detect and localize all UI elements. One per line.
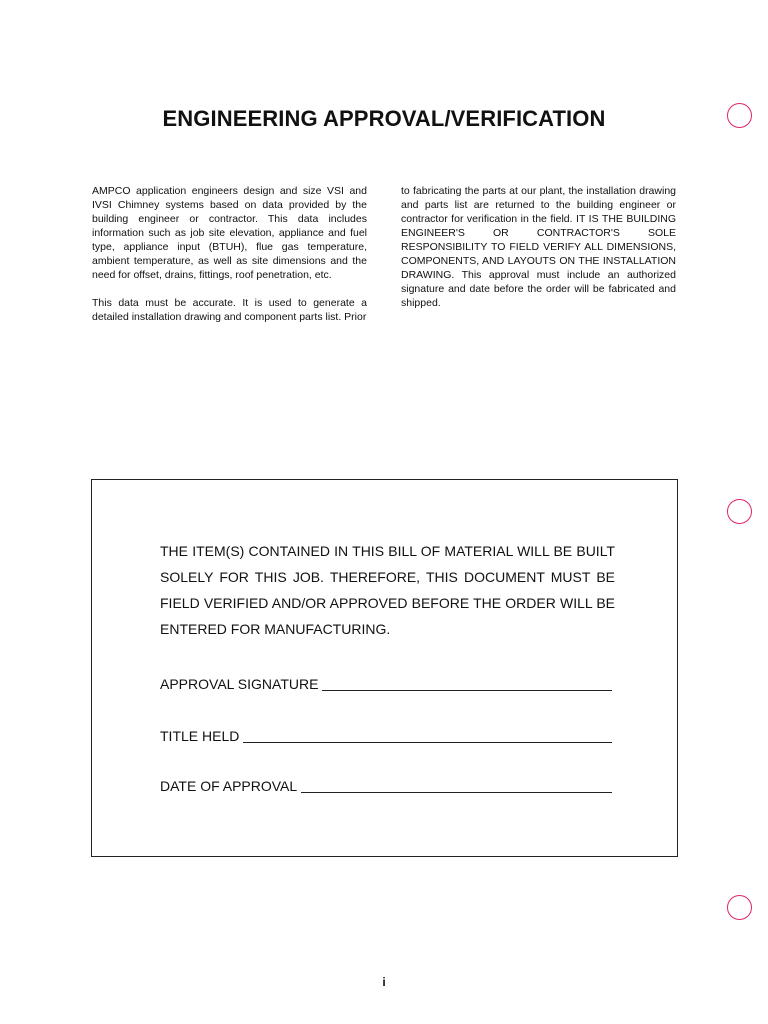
left-paragraph-2: This data must be accurate. It is used to generate a detailed installation drawing and component parts list. Prior [92,297,367,323]
left-column [92,184,367,338]
approval-box [91,479,678,857]
approval-notice: THE ITEM(S) CONTAINED IN THIS BILL OF MATERIAL WILL BE BUILT SOLELY FOR THIS JOB. THEREFORE, THIS DOCUMENT MUST BE FIELD VERIFIED AND/OR APPROVED BEFORE THE ORDER WILL BE ENTERED FOR MANUFACTURING. [160,543,615,637]
binder-hole-icon [727,499,752,524]
approval-signature-field[interactable] [160,675,612,693]
approval-signature-label: APPROVAL SIGNATURE [160,676,319,692]
title-held-line[interactable] [243,728,612,743]
binder-hole-icon [727,895,752,920]
right-paragraph-1: to fabricating the parts at our plant, the installation drawing and parts list are returned to the building engineer or contractor for verification in the field. IT IS THE BUILDING ENGINEER'S OR CONTRACTOR'S SOLE RESPONSIBILITY TO FIELD VERIFY ALL DIMENSIONS, COMPONENTS, AND LAYOUTS ON THE INSTALLATION DRAWING. This approval must include an authorized signature and date before the order will be fabricated and shipped. [401,185,676,309]
binder-hole-icon [727,103,752,128]
left-paragraph-1: AMPCO application engineers design and size VSI and IVSI Chimney systems based on data provided by the building engineer or contractor. This data includes information such as job site elevation, appliance and fuel type, appliance input (BTUH), flue gas temperature, ambient temperature, as well as site dimensions and the need for offset, drains, fittings, roof penetration, etc. [92,185,367,281]
right-column [401,184,676,324]
page-number: i [382,975,386,989]
page-title: ENGINEERING APPROVAL/VERIFICATION [162,106,606,131]
date-of-approval-field[interactable] [160,777,612,795]
title-held-field[interactable] [160,727,612,745]
date-of-approval-line[interactable] [301,778,612,793]
title-held-label: TITLE HELD [160,728,240,744]
date-of-approval-label: DATE OF APPROVAL [160,778,298,794]
approval-signature-line[interactable] [322,676,612,691]
